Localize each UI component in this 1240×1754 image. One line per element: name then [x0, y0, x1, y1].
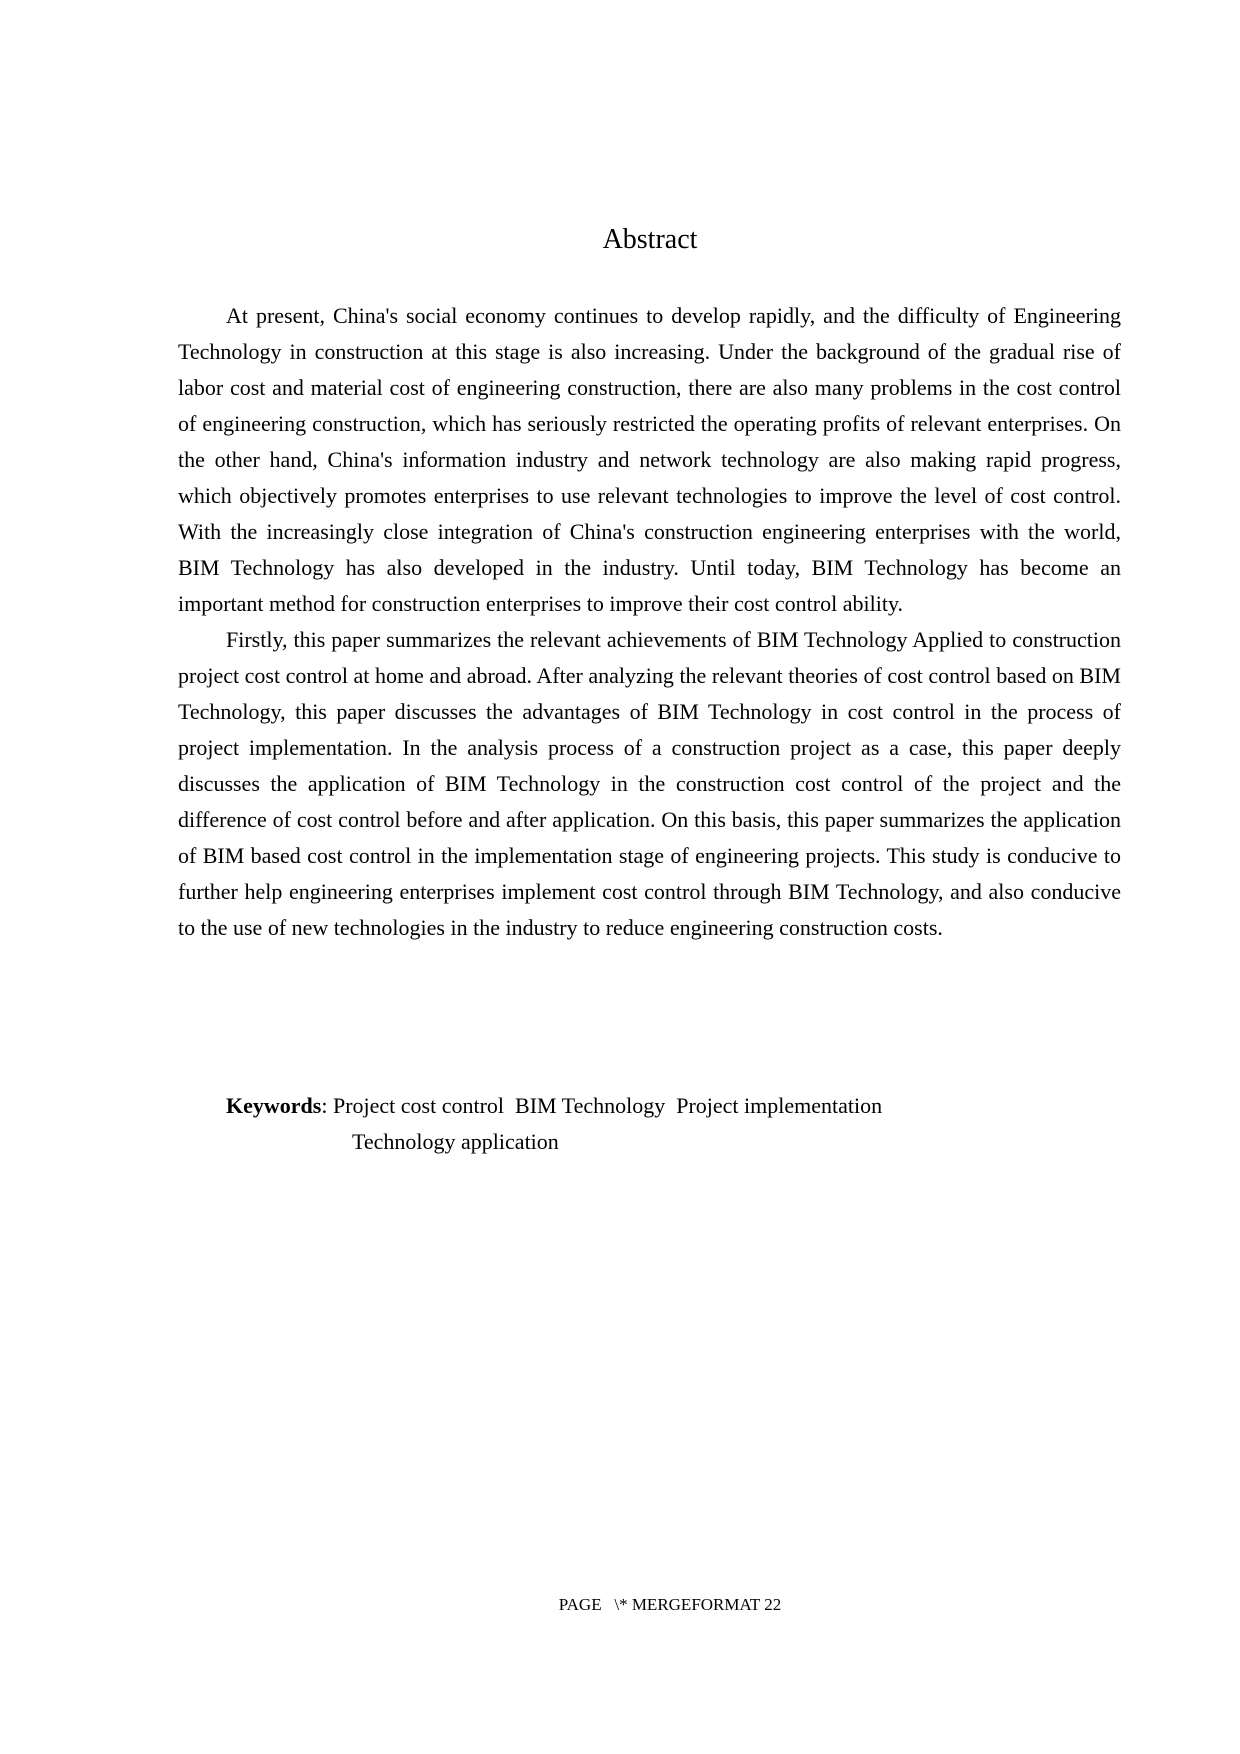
abstract-title: Abstract — [602, 224, 698, 255]
keywords-block — [226, 1088, 1126, 1160]
keywords-line-1 — [226, 1088, 1126, 1124]
abstract-paragraph-1: At present, China's social economy continues to develop rapidly, and the difficulty of Engineering Technology in construction at this stage is also increasing. Under the background of the gradual rise of labor cost and material cost of engineering construction, there are also many problems in the cost control of engineering construction, which has seriously restricted the operating profits of relevant enterprises. On the other hand, China's information industry and network technology are also making rapid progress, which objectively promotes enterprises to use relevant technologies to improve the level of cost control. With the increasingly close integration of China's construction engineering enterprises with the world, BIM Technology has also developed in the industry. Until today, BIM Technology has become an important method for construction enterprises to improve their cost control ability. — [178, 303, 1121, 616]
abstract-body — [178, 298, 1121, 946]
keywords-list: Project cost control BIM Technology Project implementation — [332, 1093, 883, 1118]
page-footer: PAGE \* MERGEFORMAT 22 — [558, 1595, 782, 1614]
keywords-separator: : — [321, 1093, 333, 1118]
keywords-label: Keywords — [226, 1093, 322, 1118]
abstract-paragraph-2: Firstly, this paper summarizes the relevant achievements of BIM Technology Applied to construction project cost control at home and abroad. After analyzing the relevant theories of cost control based on BIM Technology, this paper discusses the advantages of BIM Technology in cost control in the process of project implementation. In the analysis process of a construction project as a case, this paper deeply discusses the application of BIM Technology in the construction cost control of the project and the difference of cost control before and after application. On this basis, this paper summarizes the application of BIM based cost control in the implementation stage of engineering projects. This study is conducive to further help engineering enterprises implement cost control through BIM Technology, and also conducive to the use of new technologies in the industry to reduce engineering construction costs. — [178, 627, 1121, 940]
keywords-line-2: Technology application — [352, 1129, 559, 1154]
